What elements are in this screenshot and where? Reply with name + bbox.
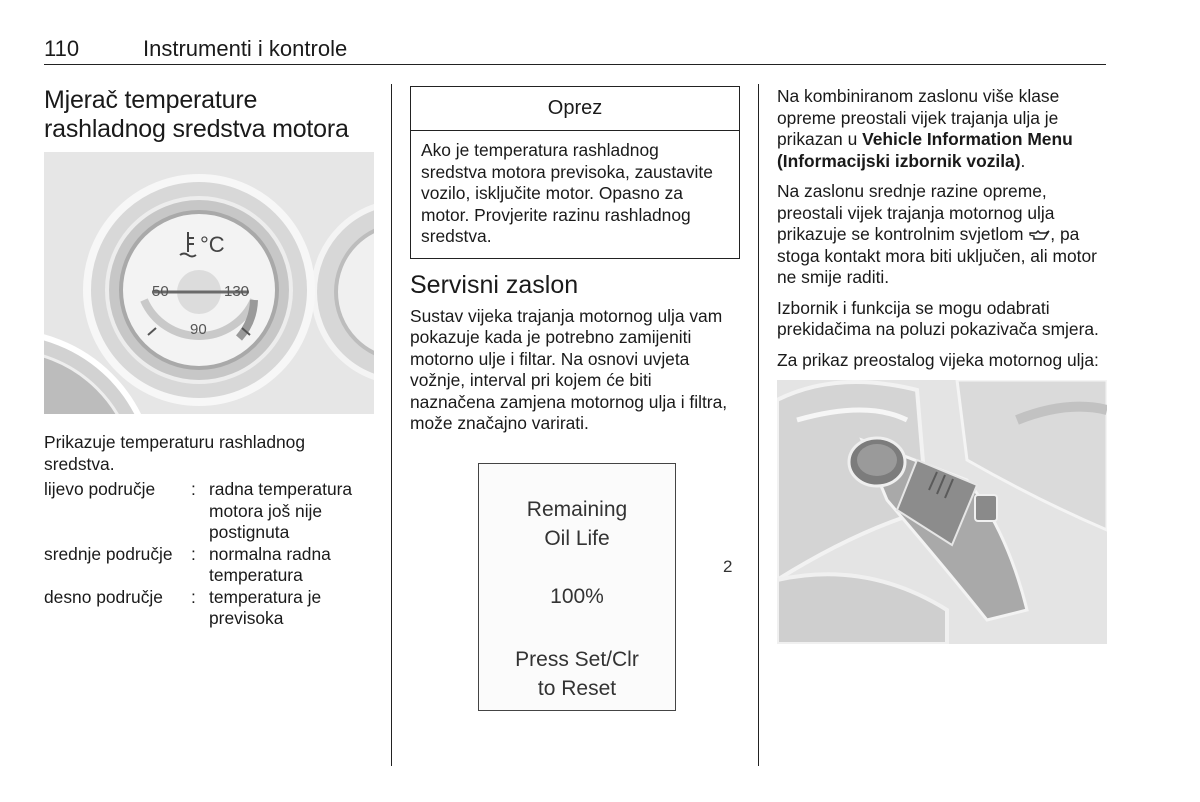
section-heading: Instrumenti i kontrole xyxy=(143,36,348,61)
column-2 xyxy=(410,86,740,719)
display-line-remaining: Remaining xyxy=(526,497,628,521)
definition-term: srednje područje xyxy=(44,543,173,564)
coolant-gauge-illustration xyxy=(44,152,374,414)
column-divider-2 xyxy=(758,84,759,766)
temperature-zone-definitions xyxy=(44,479,376,630)
definition-row: lijevo područje : radna temperatura motora još nije postignuta xyxy=(44,479,376,544)
display-page-indicator: 2 xyxy=(723,556,733,576)
definition-row: desno područje : temperatura je previsoka xyxy=(44,587,376,630)
display-oil-life-value: 100% xyxy=(550,584,604,608)
page-header xyxy=(44,34,1106,65)
definition-term: desno područje xyxy=(44,586,163,607)
caution-text: Ako je temperatura rashladnog sredstva motora previsoka, zaustavite vozilo, isključite motor. Opasno za motor. Provjerite razinu rashladnog sredstva. xyxy=(421,140,713,246)
gauge-tick-90: 90 xyxy=(190,321,207,338)
section-title: Servisni zaslon xyxy=(410,270,579,299)
page-title xyxy=(44,86,376,144)
vehicle-info-menu-term: Vehicle Information Menu (Informacijski izbornik vozila) xyxy=(777,129,1073,171)
turn-signal-lever-illustration xyxy=(777,380,1107,644)
paragraph-3: Izbornik i funkcija se mogu odabrati prekidačima na poluzi pokazivača smjera. xyxy=(777,297,1099,339)
column-1 xyxy=(44,86,376,630)
definition-desc: normalna radna temperatura xyxy=(209,543,331,585)
display-screen xyxy=(478,463,733,711)
title-line-1: Mjerač temperature xyxy=(44,86,258,114)
paragraph-2: Na zaslonu srednje razine opreme, preostali vijek trajanja motornog ulja prikazuje se kontrolnim svjetlom , pa stoga kontakt mora biti uključen, ali motor ne smije raditi. xyxy=(777,181,1097,287)
definition-term: lijevo područje xyxy=(44,479,156,499)
display-line-oil-life: Oil Life xyxy=(544,526,610,550)
gauge-tick-130: 130 xyxy=(224,283,250,300)
oil-can-icon xyxy=(1028,229,1050,241)
oil-life-display-illustration xyxy=(410,447,740,719)
definition-desc: temperatura je previsoka xyxy=(209,586,322,628)
page-number: 110 xyxy=(44,36,80,61)
caution-title: Oprez xyxy=(411,87,739,131)
display-line-to-reset: to Reset xyxy=(537,676,617,700)
column-divider-1 xyxy=(391,84,392,766)
gauge-caption: Prikazuje temperaturu rashladnog sredstva. xyxy=(44,432,306,474)
definition-row: srednje područje : normalna radna temperatura xyxy=(44,544,376,587)
paragraph-4: Za prikaz preostalog vijeka motornog ulja: xyxy=(777,349,1099,370)
coolant-icon-label: °C xyxy=(200,232,225,257)
definition-desc: radna temperatura motora još nije postignuta xyxy=(209,479,353,542)
paragraph-1: Na kombiniranom zaslonu više klase opreme preostali vijek trajanja ulja je prikazan u Vehicle Information Menu (Informacijski izbornik vozila). xyxy=(777,86,1073,171)
display-line-press-set: Press Set/Clr xyxy=(515,647,639,671)
title-line-2: rashladnog sredstva motora xyxy=(44,115,349,143)
caution-box xyxy=(410,86,740,259)
section-text: Sustav vijeka trajanja motornog ulja vam pokazuje kada je potrebno zamijeniti motorno ulje i filtar. Na osnovi uvjeta vožnje, interval pri kojem će biti naznačena zamjena motornog ulja i filtra, može značajno varirati. xyxy=(410,305,728,433)
gauge-tick-50: 50 xyxy=(152,283,169,300)
column-3 xyxy=(777,86,1107,644)
